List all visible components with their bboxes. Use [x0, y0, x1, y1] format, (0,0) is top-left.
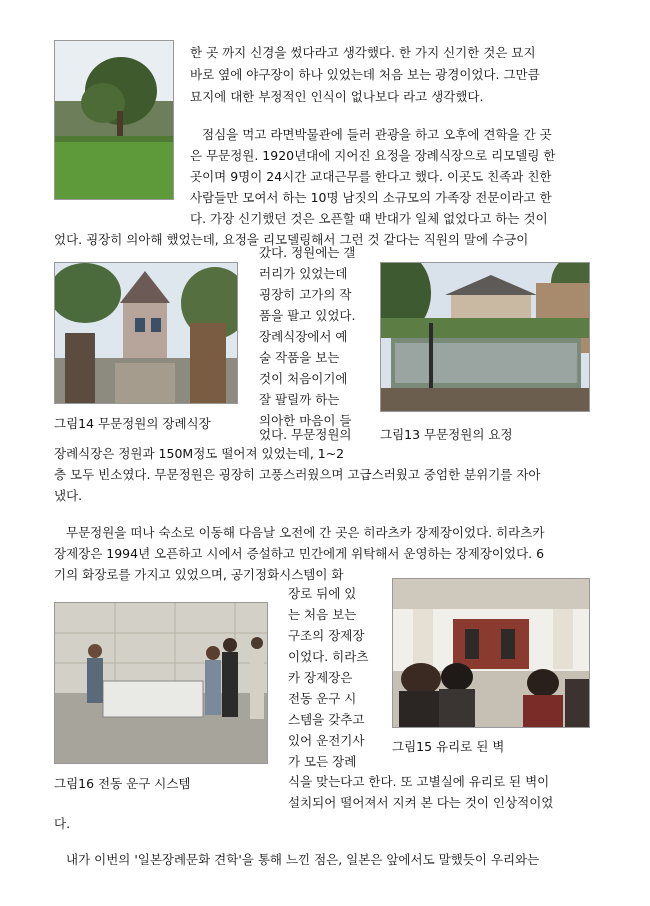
figure-16-caption: 그림16 전동 운구 시스템 — [54, 776, 191, 791]
paragraph-2-end-line: 층 모두 빈소였다. 무문정원은 굉장히 고풍스러웠으며 고급스러웠고 중엄한 분위기를 자아 — [54, 467, 541, 482]
narrow-column-line: 굉장히 고가의 작 — [259, 287, 352, 302]
paragraph-1-line: 묘지에 대한 부정적인 인식이 없나보다 라고 생각했다. — [190, 89, 484, 104]
narrow-column-2-line: 전동 운구 시 — [288, 691, 357, 706]
paragraph-2-end-line: 냈다. — [54, 488, 83, 503]
narrow-column-line: 장례식장에서 예 — [259, 329, 348, 344]
narrow-column-2-line: 카 장제장은 — [288, 670, 353, 685]
narrow-column-line: 것이 처음이기에 — [259, 371, 348, 386]
paragraph-2-line: 사람들만 모여서 하는 10명 남짓의 소규모의 가족장 전문이라고 한 — [190, 190, 552, 205]
paragraph-3-end-line: 설치되어 떨어져서 지켜 본 다는 것이 인상적이었 — [288, 795, 554, 810]
narrow-column-line: 술 작품을 보는 — [259, 350, 340, 365]
paragraph-3-end-line: 식을 맞는다고 한다. 또 고별실에 유리로 된 벽이 — [288, 774, 550, 789]
narrow-column-2-line: 있어 운전기사 — [288, 733, 365, 748]
narrow-column-line: 갔다. 정원에는 갤 — [259, 245, 356, 260]
paragraph-2-line: 었다. 굉장히 의아해 했었는데, 요정을 리모델링해서 그런 것 같다는 직원의 말에 수긍이 — [54, 232, 529, 247]
narrow-column-2-line: 는 처음 보는 — [288, 607, 357, 622]
narrow-column-2-line: 스템을 갖추고 — [288, 712, 365, 727]
narrow-column-2-line: 가 모든 장례 — [288, 754, 357, 769]
paragraph-3-line: 기의 화장로를 가지고 있었으며, 공기정화시스템이 화 — [54, 567, 344, 582]
figure-14-caption: 그림14 무문정원의 장례식장 — [54, 416, 211, 431]
garden-pond-photo — [380, 262, 590, 412]
paragraph-3-end-line: 다. — [54, 816, 71, 831]
narrow-column-2-line: 이었다. 히라츠 — [288, 649, 369, 664]
narrow-column-line: 었다. 무문정원의 — [259, 427, 352, 442]
paragraph-1-line: 바로 옆에 야구장이 하나 있었는데 처음 보는 광경이었다. 그만큼 — [190, 67, 540, 82]
narrow-column-line: 품을 팔고 있었다. — [259, 308, 356, 323]
paragraph-4-line: 내가 이번의 '일본장례문화 견학'을 통해 느낀 점은, 일본은 앞에서도 말했듯이 우리와는 — [66, 852, 540, 867]
cemetery-lawn-photo — [54, 40, 174, 200]
glass-wall-photo — [392, 578, 590, 728]
paragraph-2-line: 곳이며 9명이 24시간 교대근무를 한다고 했다. 이곳도 친족과 친한 — [190, 169, 552, 184]
narrow-column-line: 잘 팔릴까 하는 — [259, 392, 340, 407]
paragraph-2-line: 은 무문정원. 1920년대에 지어진 요정을 장례식장으로 리모델링 한 — [190, 148, 556, 163]
funeral-hall-photo — [54, 262, 238, 404]
narrow-column-line: 의아한 마음이 들 — [259, 413, 352, 428]
paragraph-2-end-line: 장례식장은 정원과 150M정도 떨어져 있었는데, 1~2 — [54, 446, 345, 461]
figure-13-caption: 그림13 무문정원의 요정 — [380, 427, 513, 442]
narrow-column-line: 러리가 있었는데 — [259, 266, 348, 281]
paragraph-3-line: 장제장은 1994년 오픈하고 시에서 증설하고 민간에게 위탁해서 운영하는 장제장이었다. 6 — [54, 546, 545, 561]
paragraph-3-line: 무문정원을 떠나 숙소로 이동해 다음날 오전에 간 곳은 히라츠카 장제장이었다. 히라츠카 — [66, 525, 545, 540]
paragraph-1-line: 한 곳 까지 신경을 썼다라고 생각했다. 한 가지 신기한 것은 묘지 — [190, 45, 536, 60]
electric-coffin-system-photo — [54, 602, 268, 764]
figure-15-caption: 그림15 유리로 된 벽 — [392, 739, 505, 754]
narrow-column-2-line: 장로 뒤에 있 — [288, 586, 357, 601]
paragraph-2-line: 점심을 먹고 라면박물관에 들러 관광을 하고 오후에 견학을 간 곳 — [202, 127, 552, 142]
paragraph-2-line: 다. 가장 신기했던 것은 오픈할 때 반대가 일체 없었다고 하는 것이 — [190, 211, 548, 226]
narrow-column-2-line: 구조의 장제장 — [288, 628, 365, 643]
